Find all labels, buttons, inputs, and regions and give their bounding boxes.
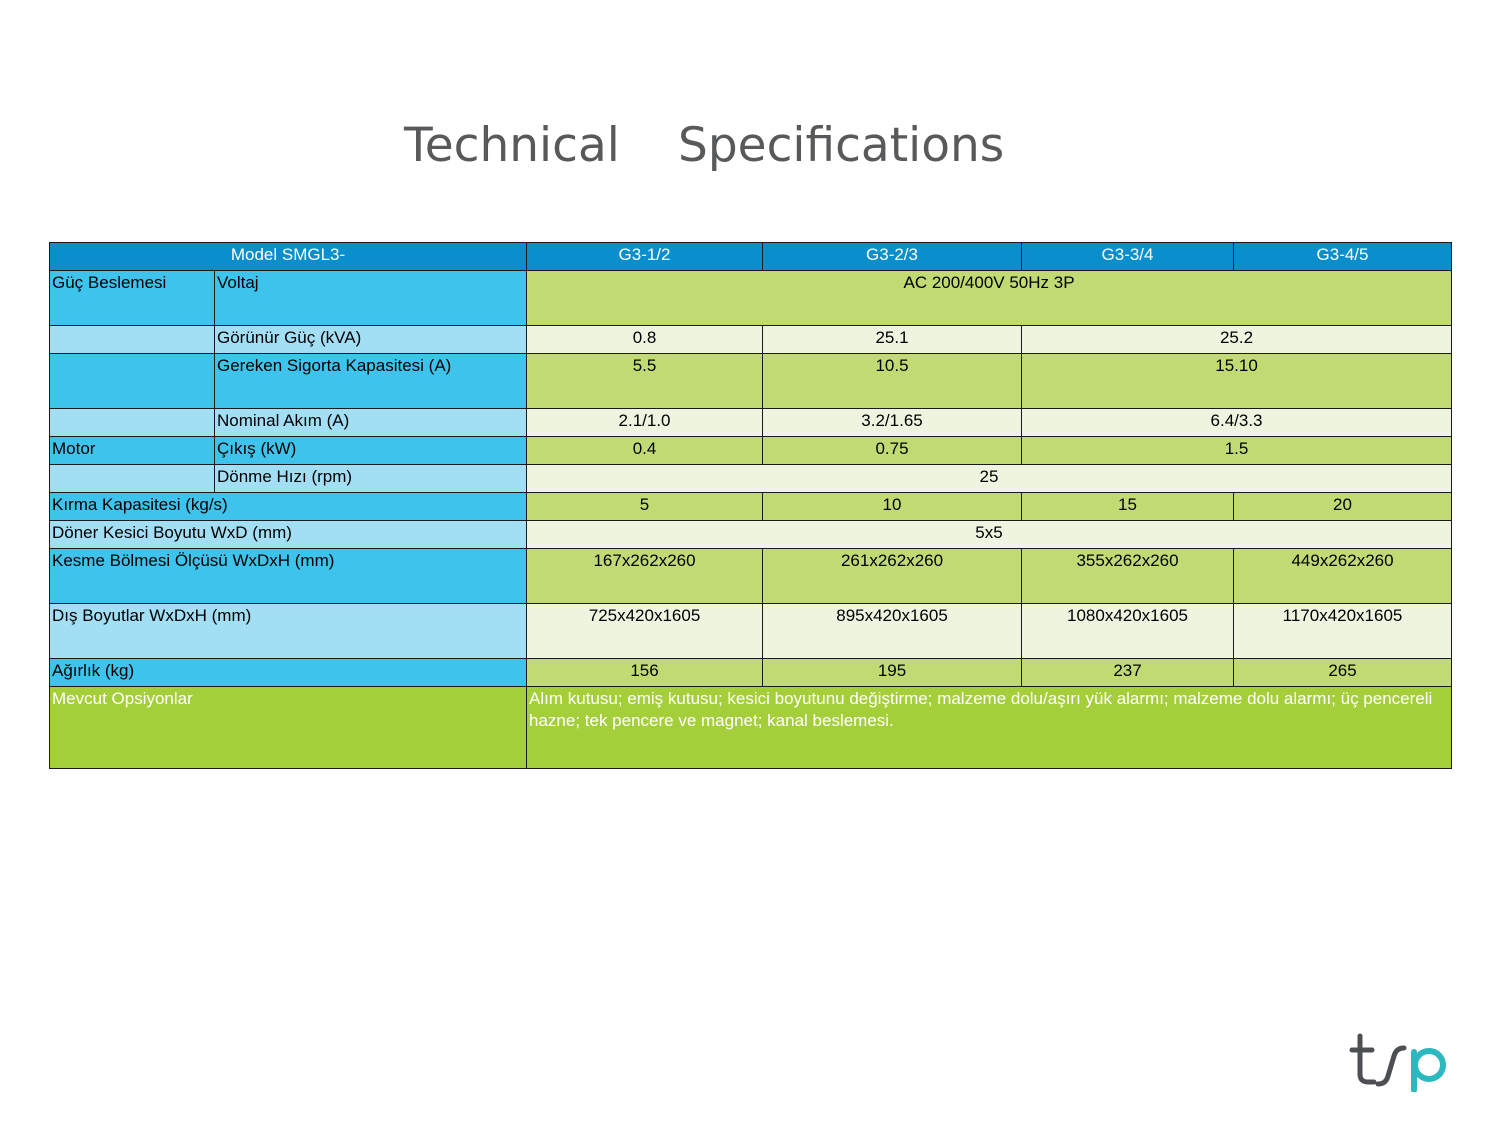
- cell-cutting-chamber-3: 355x262x260: [1022, 549, 1234, 604]
- table-row: [50, 354, 1452, 409]
- cell-cutting-chamber-2: 261x262x260: [763, 549, 1022, 604]
- cell-nominal-current-3: 6.4/3.3: [1022, 409, 1452, 437]
- table-row: [50, 271, 1452, 326]
- cell-rotary-cutter: 5x5: [527, 521, 1452, 549]
- cell-weight-3: 237: [1022, 659, 1234, 687]
- cell-apparent-power-1: 0.8: [527, 326, 763, 354]
- row-label-voltage: Voltaj: [215, 271, 527, 326]
- cell-output-2: 0.75: [763, 437, 1022, 465]
- table-header-row: [50, 243, 1452, 271]
- page-title: [0, 118, 1500, 188]
- cell-outer-dimensions-3: 1080x420x1605: [1022, 604, 1234, 659]
- table-row: [50, 549, 1452, 604]
- cell-cutting-chamber-4: 449x262x260: [1234, 549, 1452, 604]
- header-model-1: G3-1/2: [527, 243, 763, 271]
- cell-crushing-capacity-2: 10: [763, 493, 1022, 521]
- cell-outer-dimensions-2: 895x420x1605: [763, 604, 1022, 659]
- cell-fuse-capacity-3: 15.10: [1022, 354, 1452, 409]
- group-label-empty: [50, 409, 215, 437]
- cell-outer-dimensions-1: 725x420x1605: [527, 604, 763, 659]
- row-label-apparent-power: Görünür Güç (kVA): [215, 326, 527, 354]
- cell-crushing-capacity-4: 20: [1234, 493, 1452, 521]
- row-label-weight: Ağırlık (kg): [50, 659, 527, 687]
- cell-output-3: 1.5: [1022, 437, 1452, 465]
- header-model-label: Model SMGL3-: [50, 243, 527, 271]
- cell-fuse-capacity-1: 5.5: [527, 354, 763, 409]
- spec-table: [49, 242, 1452, 769]
- cell-cutting-chamber-1: 167x262x260: [527, 549, 763, 604]
- logo-letter-p-bowl: [1415, 1051, 1443, 1079]
- cell-rotation-speed: 25: [527, 465, 1452, 493]
- table-row: [50, 326, 1452, 354]
- group-label-motor: Motor: [50, 437, 215, 465]
- row-label-output: Çıkış (kW): [215, 437, 527, 465]
- group-label-empty: [50, 354, 215, 409]
- logo-letter-s: [1378, 1048, 1404, 1084]
- row-label-crushing-capacity: Kırma Kapasitesi (kg/s): [50, 493, 527, 521]
- header-model-2: G3-2/3: [763, 243, 1022, 271]
- row-label-rotation-speed: Dönme Hızı (rpm): [215, 465, 527, 493]
- table-row: [50, 493, 1452, 521]
- table-row: [50, 687, 1452, 769]
- table-row: [50, 465, 1452, 493]
- table-row: [50, 521, 1452, 549]
- cell-crushing-capacity-1: 5: [527, 493, 763, 521]
- cell-outer-dimensions-4: 1170x420x1605: [1234, 604, 1452, 659]
- logo-letter-t: [1360, 1036, 1374, 1082]
- cell-weight-4: 265: [1234, 659, 1452, 687]
- row-label-rotary-cutter: Döner Kesici Boyutu WxD (mm): [50, 521, 527, 549]
- group-label-empty: [50, 326, 215, 354]
- cell-options: Alım kutusu; emiş kutusu; kesici boyutunu değiştirme; malzeme dolu/aşırı yük alarmı; malzeme dolu alarmı; üç pencereli hazne; tek pencere ve magnet; kanal beslemesi.: [527, 687, 1452, 769]
- row-label-cutting-chamber: Kesme Bölmesi Ölçüsü WxDxH (mm): [50, 549, 527, 604]
- cell-weight-1: 156: [527, 659, 763, 687]
- row-label-fuse-capacity: Gereken Sigorta Kapasitesi (A): [215, 354, 527, 409]
- title-word-technical: Technical: [404, 118, 620, 173]
- header-model-3: G3-3/4: [1022, 243, 1234, 271]
- cell-apparent-power-2: 25.1: [763, 326, 1022, 354]
- cell-fuse-capacity-2: 10.5: [763, 354, 1022, 409]
- group-label-empty: [50, 465, 215, 493]
- cell-voltage: AC 200/400V 50Hz 3P: [527, 271, 1452, 326]
- cell-crushing-capacity-3: 15: [1022, 493, 1234, 521]
- table-row: [50, 409, 1452, 437]
- row-label-nominal-current: Nominal Akım (A): [215, 409, 527, 437]
- cell-weight-2: 195: [763, 659, 1022, 687]
- row-label-outer-dimensions: Dış Boyutlar WxDxH (mm): [50, 604, 527, 659]
- table-row: [50, 437, 1452, 465]
- table-row: [50, 659, 1452, 687]
- header-model-4: G3-4/5: [1234, 243, 1452, 271]
- title-word-specifications: Specifications: [678, 118, 1005, 173]
- cell-apparent-power-3: 25.2: [1022, 326, 1452, 354]
- cell-nominal-current-1: 2.1/1.0: [527, 409, 763, 437]
- group-label-power-supply: Güç Beslemesi: [50, 271, 215, 326]
- tsp-logo: [1348, 1030, 1468, 1092]
- cell-nominal-current-2: 3.2/1.65: [763, 409, 1022, 437]
- row-label-options: Mevcut Opsiyonlar: [50, 687, 527, 769]
- table-row: [50, 604, 1452, 659]
- cell-output-1: 0.4: [527, 437, 763, 465]
